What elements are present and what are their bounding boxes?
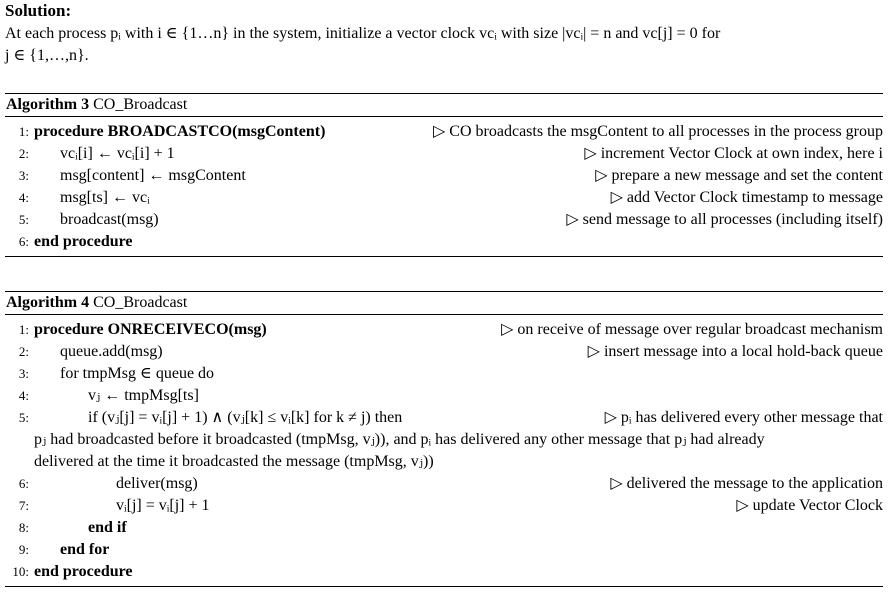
algorithm-4-line-7 [5,495,883,517]
algorithm-3-line-6 [5,231,883,253]
algorithm-4-line-5-cont-1 [5,429,883,451]
algorithm-3-line-4 [5,187,883,209]
algorithm-4-line-3 [5,363,883,385]
line-code: end for [60,541,110,558]
algorithm-3-name: CO_Broadcast [93,96,188,113]
line-comment: ▷ add Vector Clock timestamp to message [610,189,883,206]
algorithm-3-line-2 [5,143,883,165]
line-number: 6: [18,476,29,491]
line-code: deliver(msg) [116,475,198,492]
line-comment: ▷ pᵢ has delivered every other message that [604,409,883,426]
line-code-continuation: delivered at the time it broadcasted the message (tmpMsg, vⱼ)) [34,453,434,470]
line-code: end procedure [34,233,133,250]
line-number: 9: [18,542,29,557]
line-code: end if [88,519,127,536]
line-code: broadcast(msg) [60,211,159,228]
line-comment: ▷ increment Vector Clock at own index, here i [584,145,883,162]
line-number: 7: [18,498,29,513]
line-number: 6: [18,234,29,249]
line-comment: ▷ CO broadcasts the msgContent to all processes in the process group [433,123,883,140]
line-code: msg[ts] ← vcᵢ [60,189,150,206]
line-number: 5: [18,410,29,425]
line-code: for tmpMsg ∈ queue do [60,365,215,382]
line-number: 3: [18,168,29,183]
line-code: vⱼ ← tmpMsg[ts] [88,387,199,404]
algorithm-3-header [5,94,883,116]
solution-text-line-2: j ∈ {1,…,n}. [5,47,89,64]
solution-title: Solution: [5,1,72,20]
algorithm-3-line-5 [5,209,883,231]
line-comment: ▷ delivered the message to the application [610,475,883,492]
algorithm-4-line-4 [5,385,883,407]
algorithm-4-name: CO_Broadcast [93,294,188,311]
line-comment: ▷ update Vector Clock [736,497,883,514]
algorithm-3-bottom-rule [5,256,883,257]
algorithm-4-line-8 [5,517,883,539]
algorithm-4-label: Algorithm 4 [6,294,90,311]
line-number: 2: [18,146,29,161]
algorithm-4-line-2 [5,341,883,363]
algorithm-4-line-5 [5,407,883,429]
line-comment: ▷ send message to all processes (including itself) [566,211,883,228]
algorithm-4-header [5,292,883,314]
algorithm-3-line-3 [5,165,883,187]
line-number: 10: [12,564,29,579]
line-code-continuation: pⱼ had broadcasted before it broadcasted (tmpMsg, vⱼ)), and pᵢ has delivered any other message that pⱼ had already [34,431,765,448]
line-code: vcᵢ[i] ← vcᵢ[i] + 1 [60,145,175,162]
line-code: msg[content] ← msgContent [60,167,246,184]
line-code: procedure BROADCASTCO(msgContent) [34,123,326,140]
line-number: 2: [18,344,29,359]
line-number: 1: [18,124,29,139]
page [0,1,888,600]
algorithm-3-line-1 [5,121,883,143]
line-code: if (vⱼ[j] = vᵢ[j] + 1) ∧ (vⱼ[k] ≤ vᵢ[k] for k ≠ j) then [88,409,403,426]
solution-text-line-1: At each process pᵢ with i ∈ {1…n} in the system, initialize a vector clock vcᵢ with size |vcᵢ| = n and vc[j] = 0 for [5,25,721,42]
algorithm-4-block [5,291,883,587]
line-number: 1: [18,322,29,337]
line-code: queue.add(msg) [60,343,163,360]
line-number: 4: [18,190,29,205]
algorithm-4-line-6 [5,473,883,495]
line-comment: ▷ on receive of message over regular broadcast mechanism [501,321,883,338]
line-number: 4: [18,388,29,403]
algorithm-3-block [5,93,883,257]
line-number: 5: [18,212,29,227]
line-comment: ▷ insert message into a local hold-back queue [587,343,883,360]
algorithm-4-line-9 [5,539,883,561]
algorithm-4-line-1 [5,319,883,341]
algorithm-4-line-5-cont-2 [5,451,883,473]
algorithm-4-line-10 [5,561,883,583]
algorithm-3-label: Algorithm 3 [6,96,90,113]
line-number: 8: [18,520,29,535]
line-code: procedure ONRECEIVECO(msg) [34,321,267,338]
line-comment: ▷ prepare a new message and set the content [595,167,883,184]
line-number: 3: [18,366,29,381]
line-code: end procedure [34,563,133,580]
line-code: vᵢ[j] = vᵢ[j] + 1 [116,497,210,514]
algorithm-4-bottom-rule [5,586,883,587]
